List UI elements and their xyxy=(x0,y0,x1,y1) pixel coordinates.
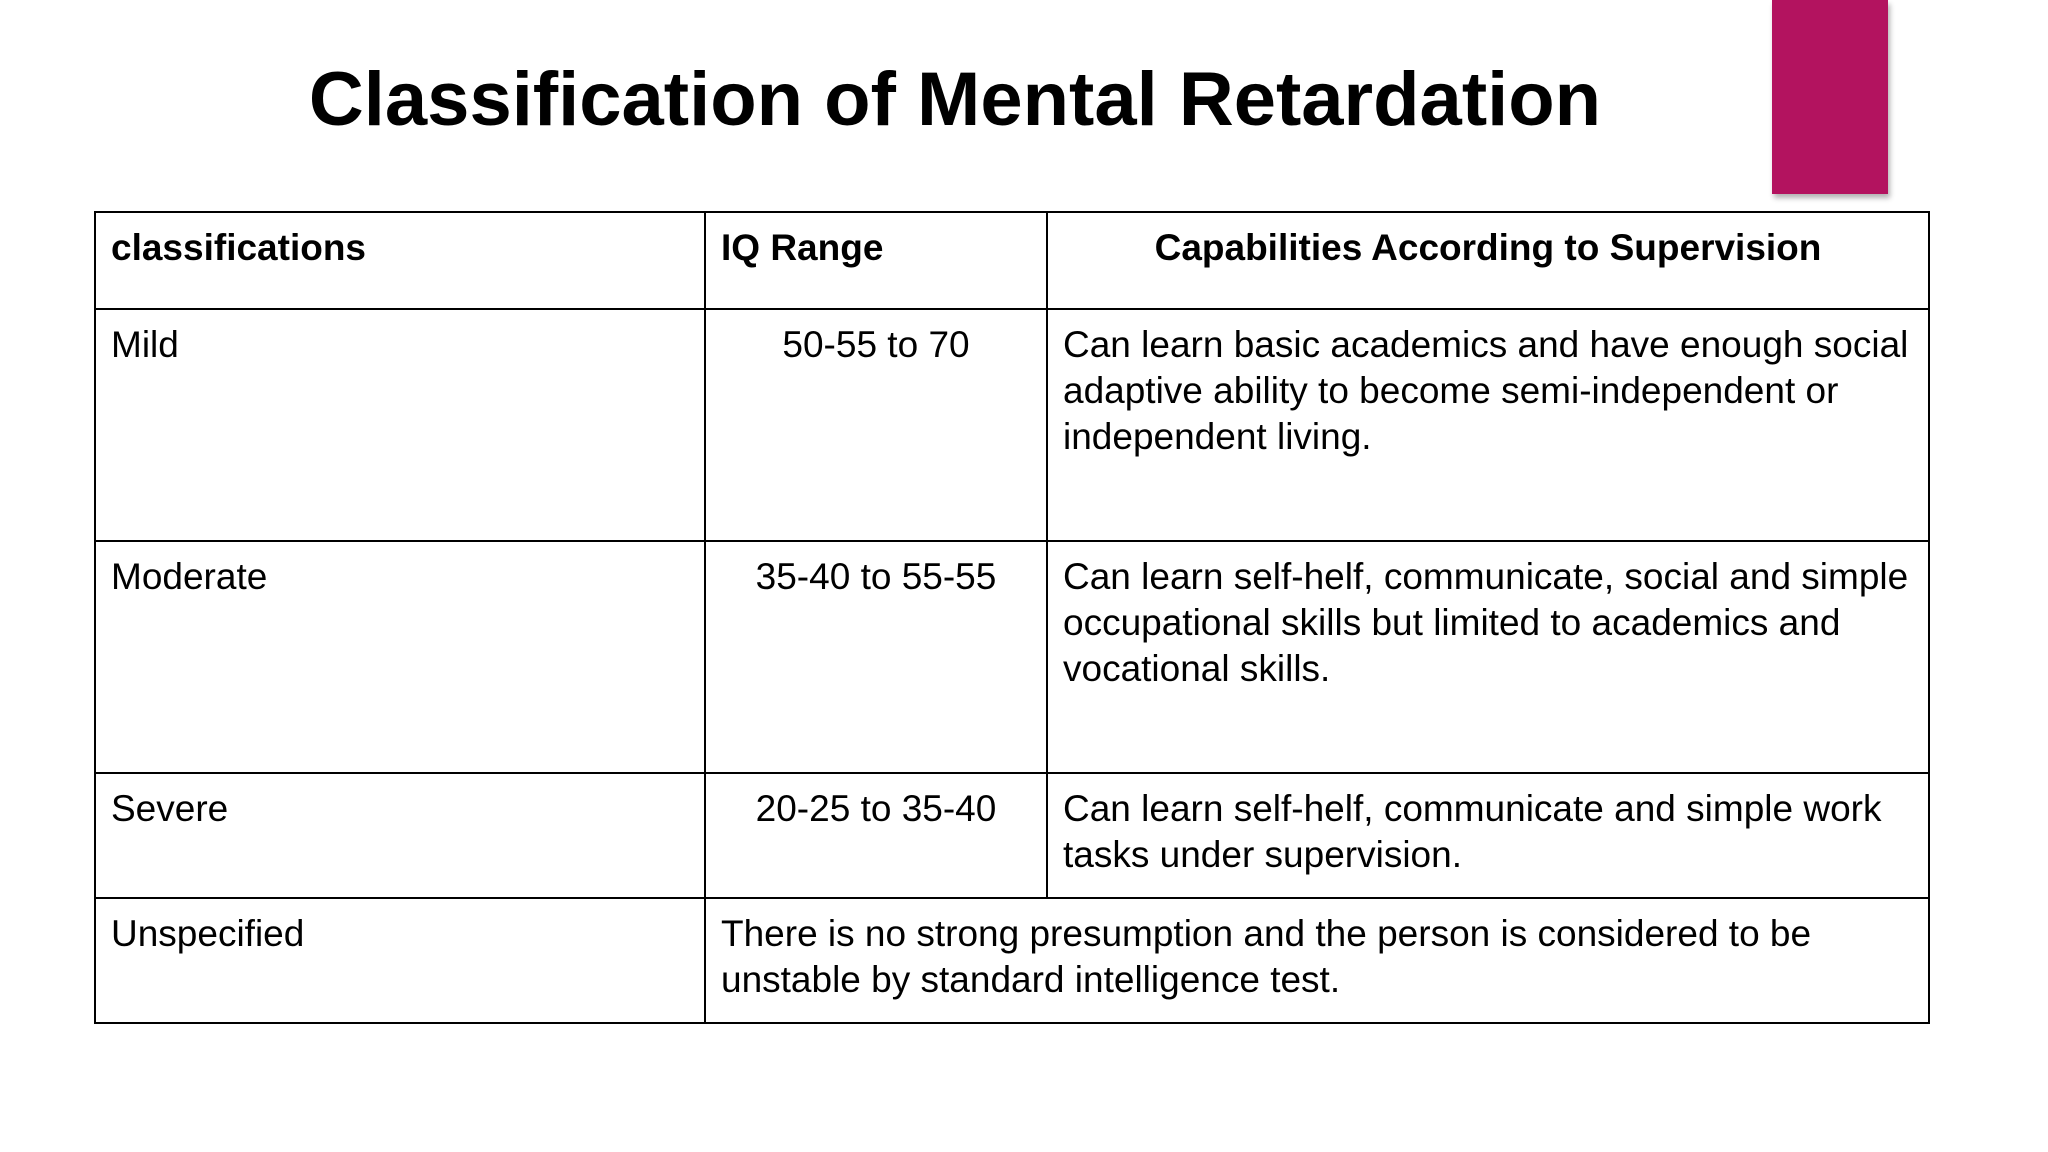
table-row-unspecified xyxy=(95,898,1929,1023)
iq-range-cell: 20-25 to 35-40 xyxy=(705,773,1047,898)
classification-table xyxy=(94,211,1930,1024)
header-capabilities: Capabilities According to Supervision xyxy=(1047,212,1929,309)
capabilities-cell: Can learn self-helf, communicate, social and simple occupational skills but limited to academics and vocational skills. xyxy=(1047,541,1929,773)
classification-cell: Unspecified xyxy=(95,898,705,1023)
classification-cell: Severe xyxy=(95,773,705,898)
header-classifications: classifications xyxy=(95,212,705,309)
iq-range-cell: 35-40 to 55-55 xyxy=(705,541,1047,773)
header-iq-range: IQ Range xyxy=(705,212,1047,309)
iq-range-cell: 50-55 to 70 xyxy=(705,309,1047,541)
classification-cell: Moderate xyxy=(95,541,705,773)
capabilities-cell: Can learn self-helf, communicate and simple work tasks under supervision. xyxy=(1047,773,1929,898)
table-row xyxy=(95,773,1929,898)
accent-bar xyxy=(1772,0,1888,194)
capabilities-cell: Can learn basic academics and have enough social adaptive ability to become semi-independent or independent living. xyxy=(1047,309,1929,541)
table-header-row xyxy=(95,212,1929,309)
slide-title: Classification of Mental Retardation xyxy=(308,57,1602,142)
table-row xyxy=(95,309,1929,541)
table-row xyxy=(95,541,1929,773)
classification-cell: Mild xyxy=(95,309,705,541)
unspecified-description-cell: There is no strong presumption and the person is considered to be unstable by standard intelligence test. xyxy=(705,898,1929,1023)
